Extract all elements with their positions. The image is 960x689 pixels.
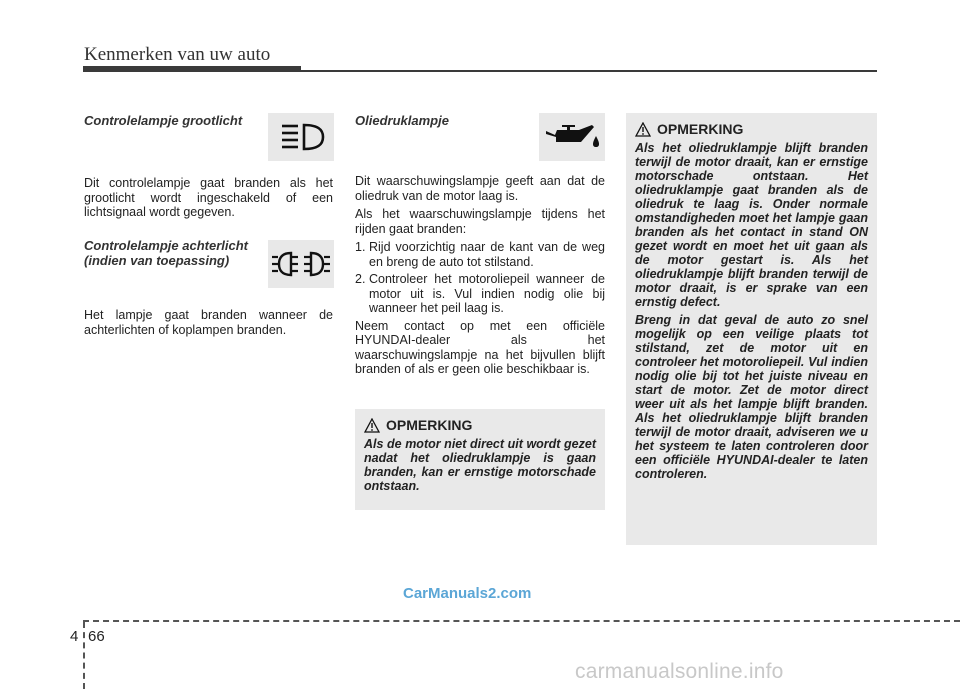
oil-pressure-icon-box xyxy=(539,113,605,161)
note-text-1: Als het oliedruklampje blijft branden terwijl de motor draait, kan er ernstige motorschade ontstaan. Het oliedruklampje gaat branden als de oliedruk te laag is. Onder normale omstandigheden moet het lampje gaan branden als het contact in stand ON gezet wordt en moet het uit gaan als de motor gestart is. Als het oliedruklampje blijft branden terwijl de motor draait, is er sprake van een ernstig defect. xyxy=(635,141,868,309)
oil-pressure-heading: Oliedruklampje xyxy=(355,113,449,128)
oil-pressure-body xyxy=(355,174,605,377)
note-header xyxy=(635,121,868,137)
high-beam-heading: Controlelampje grootlicht xyxy=(84,113,243,128)
oil-para-3: Neem contact op met een officiële HYUNDAI-dealer als het waarschuwingslampje na het bijvullen blijft branden of als er geen olie beschikbaar is. xyxy=(355,318,605,376)
high-beam-body: Dit controlelampje gaat branden als het grootlicht wordt ingeschakeld of een lichtsignaal wordt gegeven. xyxy=(84,176,333,219)
header-rule-thick xyxy=(83,66,301,72)
header-rule-thin xyxy=(301,70,877,72)
oil-pressure-icon xyxy=(543,122,601,152)
list-text: Rijd voorzichtig naar de kant van de weg en breng de auto tot stilstand. xyxy=(369,240,605,269)
tail-light-body: Het lampje gaat branden wanneer de achterlichten of koplampen branden. xyxy=(84,308,333,337)
tail-light-heading xyxy=(84,238,264,268)
warning-icon xyxy=(364,418,380,433)
page-number: 66 xyxy=(88,628,105,645)
oil-para-2: Als het waarschuwingslampje tijdens het rijden gaat branden: xyxy=(355,207,605,236)
list-text: Controleer het motoroliepeil wanneer de motor uit is. Vul indien nodig olie bij wanneer het peil laag is. xyxy=(369,272,605,315)
oil-para-1: Dit waarschuwingslampje geeft aan dat de oliedruk van de motor laag is. xyxy=(355,174,605,203)
page-header-title: Kenmerken van uw auto xyxy=(84,44,271,65)
high-beam-icon-box xyxy=(268,113,334,161)
chapter-number: 4 xyxy=(70,628,79,645)
tail-light-heading-line2: (indien van toepassing) xyxy=(84,253,230,268)
high-beam-icon xyxy=(276,120,326,154)
watermark-carmanuals2[interactable]: CarManuals2.com xyxy=(403,585,532,602)
note-header xyxy=(364,417,596,433)
footer-vertical-rule xyxy=(83,622,85,689)
note-box-right xyxy=(626,113,877,545)
tail-light-icon-box xyxy=(268,240,334,288)
list-number: 2. xyxy=(355,272,366,286)
note-box-middle xyxy=(355,409,605,510)
tail-light-heading-line1: Controlelampje achterlicht xyxy=(84,238,248,253)
footer-rule xyxy=(83,620,960,622)
list-number: 1. xyxy=(355,240,366,254)
note-title: OPMERKING xyxy=(386,417,473,433)
list-item xyxy=(355,240,605,269)
watermark-carmanualsonline[interactable]: carmanualsonline.info xyxy=(575,660,784,683)
warning-icon xyxy=(635,122,651,137)
note-text: Als de motor niet direct uit wordt gezet nadat het oliedruklampje is gaan branden, kan er ernstige motorschade ontstaan. xyxy=(364,437,596,493)
note-title: OPMERKING xyxy=(657,121,744,137)
tail-light-icon xyxy=(272,249,330,279)
list-item xyxy=(355,272,605,316)
note-text-2: Breng in dat geval de auto zo snel mogelijk op een veilige plaats tot stilstand, zet de motor uit en controleer het motoroliepeil. Vul indien nodig olie bij tot het juiste niveau en start de motor. Zet de motor direct weer uit als het lampje blijft branden. Als het oliedruklampje blijft branden terwijl de motor draait, adviseren we u het systeem te laten controleren door een officiële HYUNDAI-dealer te laten controleren. xyxy=(635,313,868,481)
